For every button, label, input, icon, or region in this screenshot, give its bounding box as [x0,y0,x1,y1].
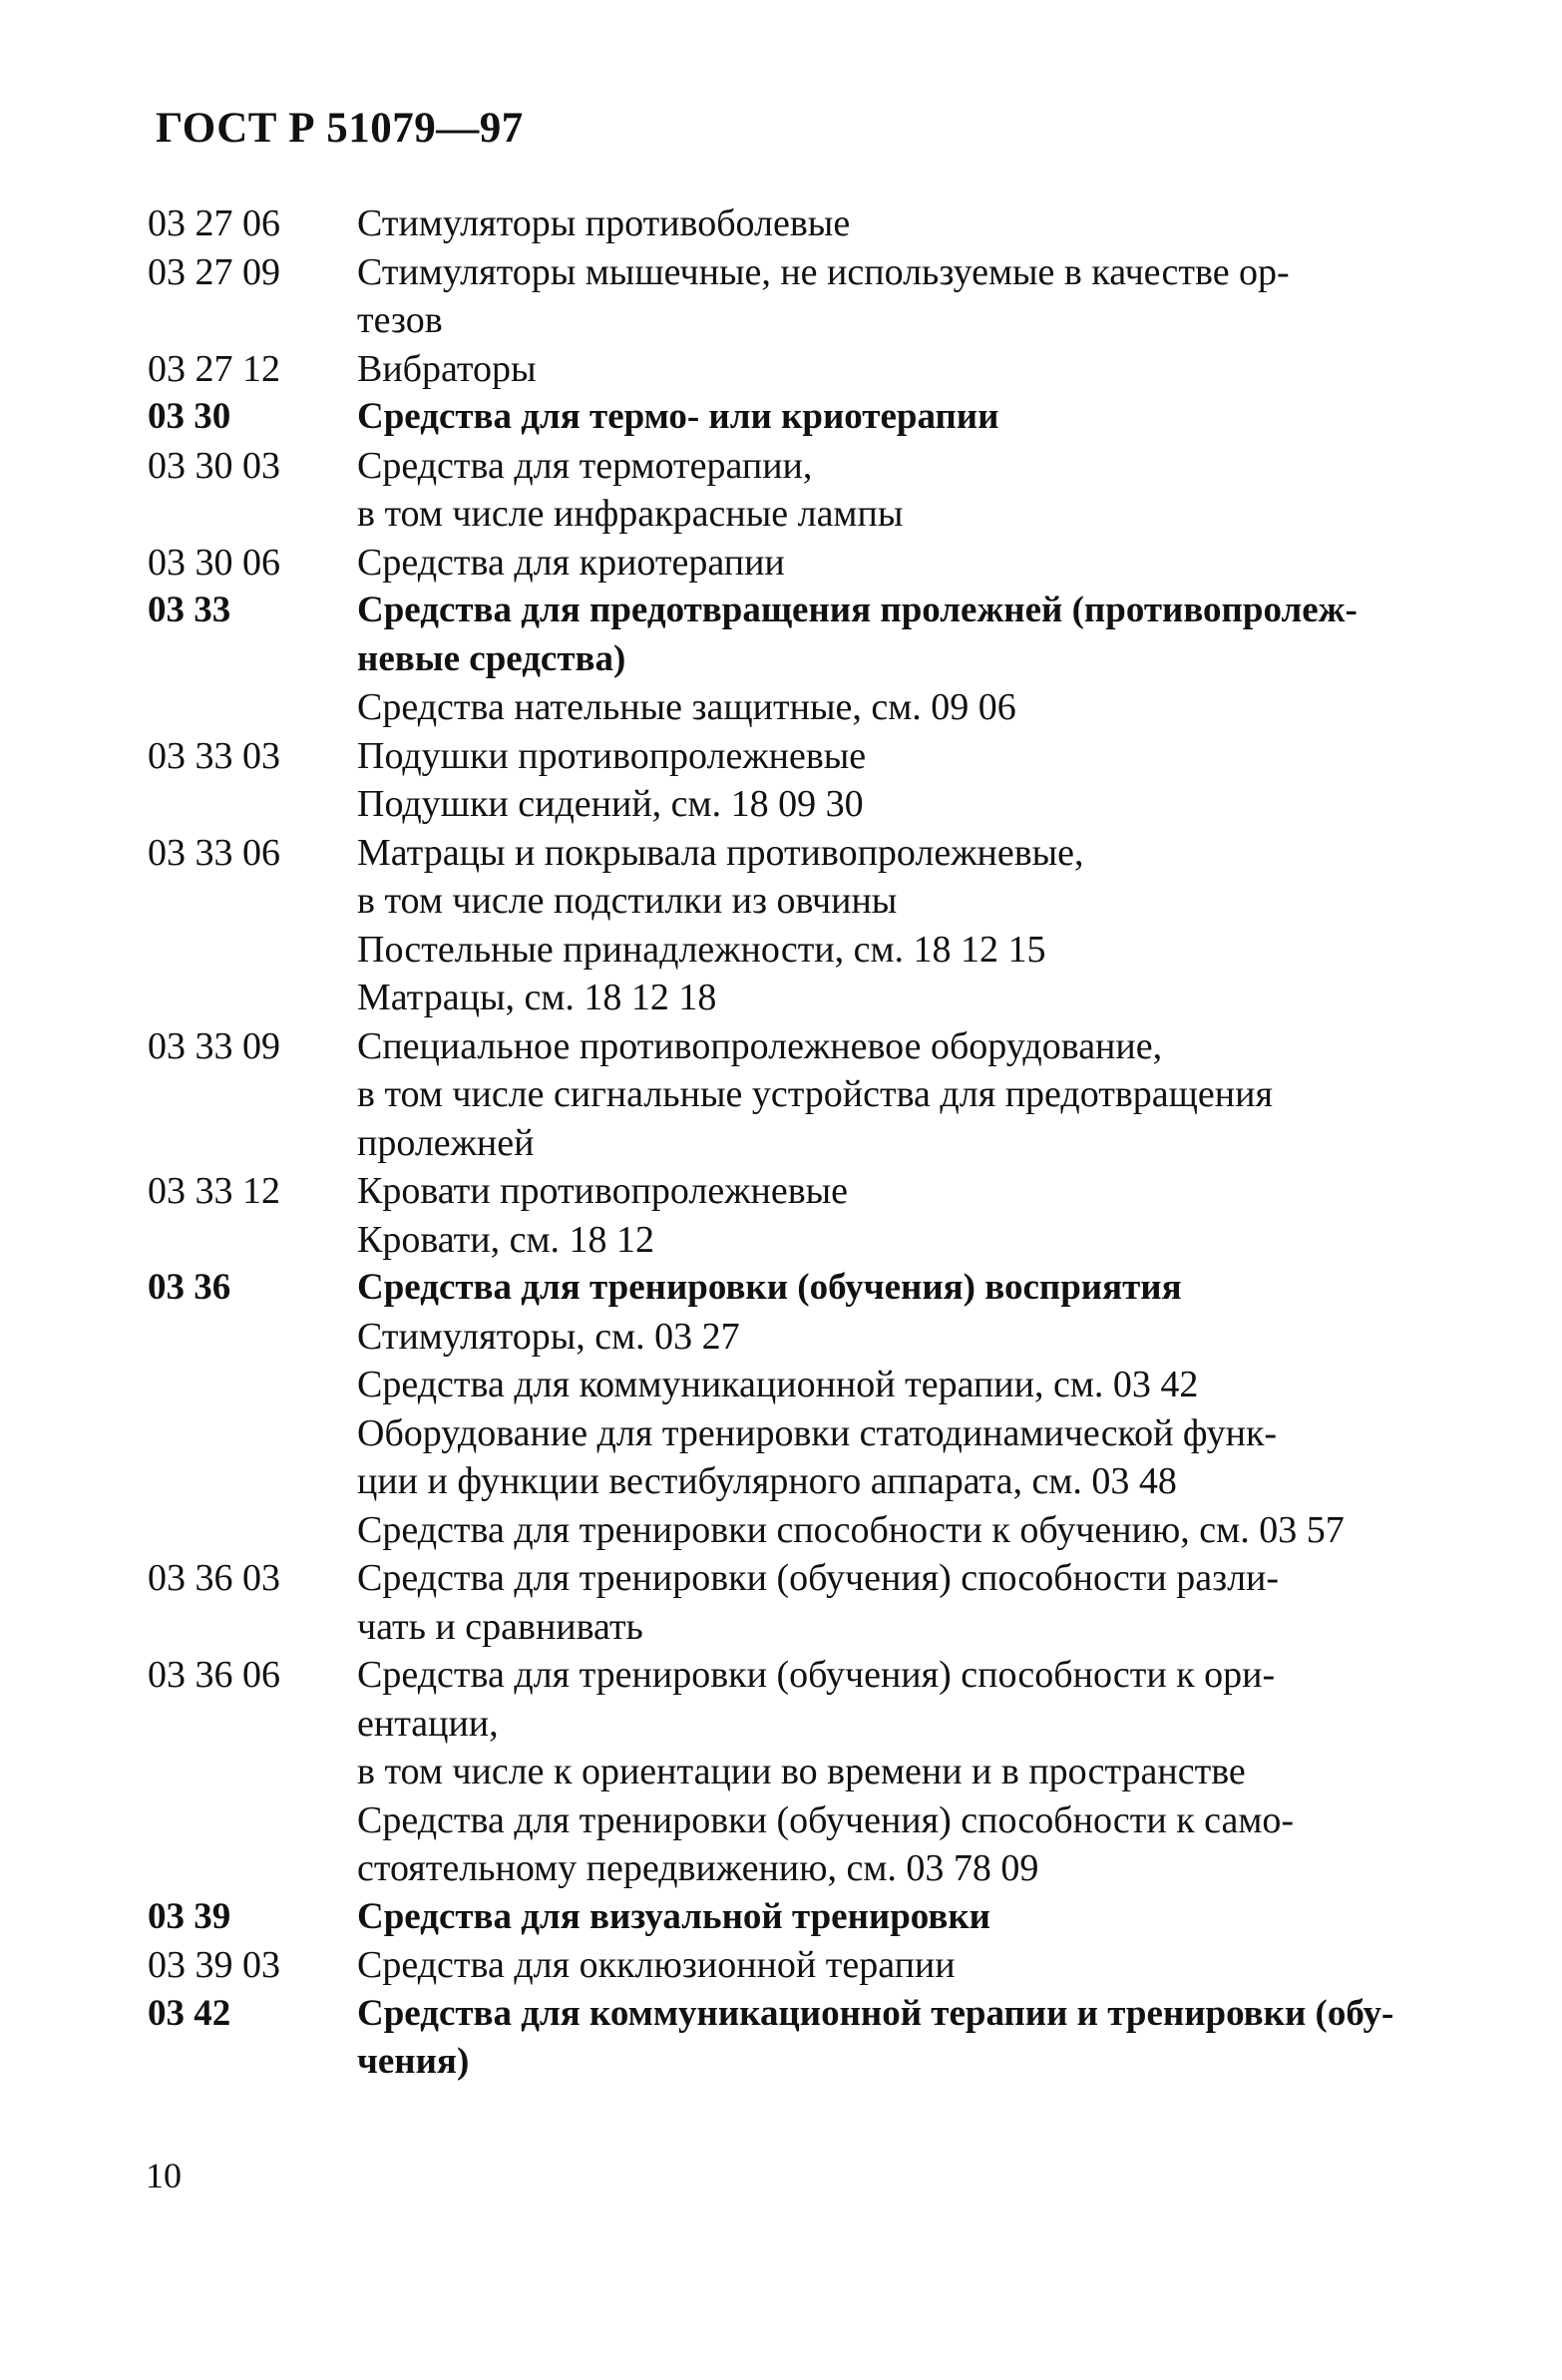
description-line: Кровати противопролежневые [357,1170,849,1212]
description-line: Средства для тренировки (обучения) способности к ори- [357,1654,1276,1696]
classification-description [357,1361,1524,1409]
description-line: ции и функции вестибулярного аппарата, см. 03 48 [357,1460,1177,1502]
classification-code: 03 27 12 [148,347,280,390]
classification-description [357,1022,1524,1168]
classification-code: 03 33 03 [148,734,280,777]
section-heading-row [148,587,1524,683]
classification-description [357,1796,1524,1893]
classification-code [148,780,357,829]
description-line: Средства для термо- или криотерапии [357,396,999,437]
description-line: Средства для тренировки (обучения) восприятия [357,1267,1182,1308]
cross-reference-row [148,926,1524,975]
classification-row [148,442,1524,539]
classification-description [357,1167,1524,1216]
classification-code: 03 33 06 [148,831,280,874]
classification-description [357,393,1524,442]
description-line: Средства для предотвращения пролежней (противопролеж- [357,590,1358,630]
description-line: тезов [357,299,443,341]
classification-description [357,1313,1524,1362]
classification-description [357,1506,1524,1555]
classification-description [357,587,1524,683]
classification-description [357,829,1524,926]
classification-description [357,1409,1524,1506]
description-line: чать и сравнивать [357,1605,643,1648]
classification-code [148,1796,357,1893]
classification-description [357,683,1524,732]
cross-reference-row [148,1506,1524,1555]
description-line: Матрацы и покрывала противопролежневые, [357,831,1084,874]
description-line: Вибраторы [357,347,537,390]
classification-code: 03 30 [148,396,231,437]
description-line: Средства для тренировки способности к обучению, см. 03 57 [357,1508,1345,1551]
classification-code [148,1506,357,1555]
cross-reference-row [148,1361,1524,1409]
description-line: Средства для коммуникационной терапии, см. 03 42 [357,1364,1199,1405]
classification-description [357,1554,1524,1651]
page-number: 10 [146,2156,182,2195]
description-line: в том числе подстилки из овчины [357,880,898,922]
classification-row [148,248,1524,345]
classification-description [357,345,1524,394]
description-line: стоятельному передвижению, см. 03 78 09 [357,1847,1039,1889]
classification-row [148,829,1524,926]
classification-description [357,248,1524,345]
classification-code [148,1409,357,1506]
description-line: Средства для тренировки (обучения) способности разли- [357,1557,1280,1599]
description-line: Средства для визуальной тренировки [357,1895,990,1937]
classification-description [357,539,1524,588]
classification-description [357,780,1524,829]
classification-description [357,926,1524,975]
classification-code: 03 36 [148,1267,231,1308]
classification-description [357,1651,1524,1796]
description-line: в том числе к ориентации во времени и в пространстве [357,1751,1246,1792]
classification-row [148,199,1524,248]
description-line: Кровати, см. 18 12 [357,1218,655,1261]
classification-code [148,1216,357,1265]
classification-description [357,1216,1524,1265]
description-line: невые средства) [357,637,626,679]
cross-reference-row [148,683,1524,732]
classification-description [357,442,1524,539]
classification-description [357,1893,1524,1942]
classification-code: 03 33 09 [148,1024,280,1067]
description-line: Стимуляторы, см. 03 27 [357,1315,740,1358]
description-line: Стимуляторы мышечные, не используемые в качестве ор- [357,250,1290,293]
cross-reference-row [148,1313,1524,1362]
classification-code [148,1361,357,1409]
description-line: пролежней [357,1121,535,1164]
description-line: Средства для криотерапии [357,541,785,584]
cross-reference-row [148,780,1524,829]
classification-row [148,1941,1524,1990]
classification-row [148,345,1524,394]
classification-code: 03 33 12 [148,1170,280,1212]
classification-row [148,1022,1524,1168]
description-line: Средства для окклюзионной терапии [357,1944,956,1986]
classification-code: 03 36 03 [148,1557,280,1599]
classification-code: 03 33 [148,590,231,630]
classification-description [357,974,1524,1022]
document-header: ГОСТ Р 51079—97 [156,105,524,152]
classification-code [148,1313,357,1362]
classification-code: 03 42 [148,1992,231,2034]
classification-row [148,1651,1524,1796]
description-line: ентации, [357,1702,499,1745]
section-heading-row [148,1990,1524,2087]
classification-description [357,1941,1524,1990]
classification-description [357,732,1524,781]
classification-code: 03 36 06 [148,1654,280,1696]
description-line: Подушки сидений, см. 18 09 30 [357,783,864,825]
classification-code: 03 39 03 [148,1944,280,1986]
description-line: Специальное противопролежневое оборудование, [357,1024,1163,1067]
classification-code: 03 27 09 [148,250,280,293]
section-heading-row [148,1264,1524,1313]
classification-code: 03 27 06 [148,202,280,244]
description-line: Оборудование для тренировки статодинамической функ- [357,1411,1278,1454]
cross-reference-row [148,974,1524,1022]
section-heading-row [148,1893,1524,1942]
description-line: Средства для коммуникационной терапии и тренировки (обу- [357,1992,1394,2034]
classification-row [148,1554,1524,1651]
description-line: Средства для тренировки (обучения) способности к само- [357,1798,1295,1841]
section-heading-row [148,393,1524,442]
cross-reference-row [148,1796,1524,1893]
description-line: в том числе сигнальные устройства для предотвращения [357,1073,1273,1115]
cross-reference-row [148,1409,1524,1506]
description-line: Стимуляторы противоболевые [357,202,851,244]
description-line: чения) [357,2041,470,2082]
classification-list [148,199,1524,2087]
description-line: Подушки противопролежневые [357,734,867,777]
classification-code: 03 39 [148,1895,231,1937]
description-line: Матрацы, см. 18 12 18 [357,977,717,1018]
classification-row [148,732,1524,781]
classification-code [148,926,357,975]
description-line: Постельные принадлежности, см. 18 12 15 [357,928,1046,971]
classification-row [148,1167,1524,1216]
classification-code [148,683,357,732]
description-line: Средства для термотерапии, [357,444,813,487]
classification-description [357,1990,1524,2087]
description-line: в том числе инфракрасные лампы [357,493,904,535]
classification-description [357,199,1524,248]
cross-reference-row [148,1216,1524,1265]
classification-code: 03 30 03 [148,444,280,487]
classification-row [148,539,1524,588]
classification-description [357,1264,1524,1313]
description-line: Средства нательные защитные, см. 09 06 [357,686,1016,728]
classification-code [148,974,357,1022]
classification-code: 03 30 06 [148,541,280,584]
